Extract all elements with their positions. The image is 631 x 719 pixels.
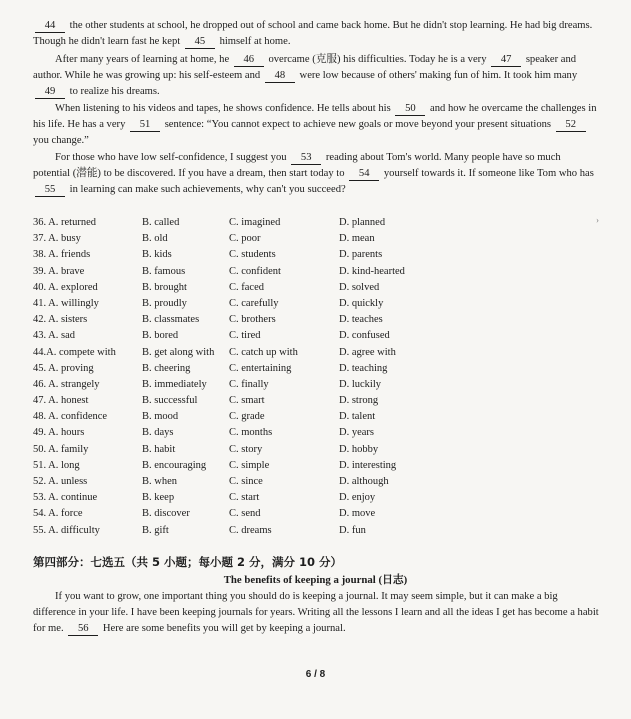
blank-49[interactable]: 49 [35,86,65,99]
option-a[interactable]: 48. A. confidence [33,411,108,423]
option-b[interactable]: B. mood [142,411,179,423]
option-row [33,377,453,393]
option-b[interactable]: B. successful [142,395,198,407]
blank-53[interactable]: 53 [291,152,321,165]
option-row [33,328,453,344]
paragraph-1 [33,18,599,50]
paragraph-text: you change.” [33,135,89,147]
option-a[interactable]: 37. A. busy [33,233,81,245]
option-b[interactable]: B. gift [142,524,169,536]
paragraph-text: himself at home. [219,36,291,48]
option-row [33,312,453,328]
passage-paragraph [33,589,599,638]
option-c[interactable]: C. grade [229,411,265,423]
blank-44[interactable]: 44 [35,20,65,33]
option-b[interactable]: B. kids [142,249,172,261]
option-b[interactable]: B. get along with [142,346,215,358]
blank-52[interactable]: 52 [556,119,586,132]
option-b[interactable]: B. keep [142,492,175,504]
option-c[interactable]: C. send [229,508,261,520]
option-a[interactable]: 45. A. proving [33,362,94,374]
option-d[interactable]: D. years [339,427,374,439]
passage-text: If you want to grow, one important thing you should do is keeping a journal. It may seem simple, but it can make a big difference in your life. I have been keeping journals for years. Writing all the lessons I learn and all the ideas I get has become a habit for me. [33,591,599,635]
option-b[interactable]: B. cheering [142,362,191,374]
option-row [33,296,453,312]
option-c[interactable]: C. since [229,476,263,487]
option-d[interactable]: D. fun [339,524,366,536]
paragraph-text: and how he overcame the challenges in his life. He has a very [33,103,597,131]
paragraph-text: overcame (克服) his difficulties. Today he is a very [268,54,487,65]
answer-options-table [33,215,453,539]
blank-46[interactable]: 46 [234,54,264,67]
option-d[interactable]: D. enjoy [339,492,376,504]
option-d[interactable]: D. hobby [339,443,379,455]
option-c[interactable]: C. students [229,249,276,261]
blank-47[interactable]: 47 [491,54,521,67]
blank-55[interactable]: 55 [35,184,65,197]
paragraph-text: the other students at school, he dropped out of school and came back home. But he didn't stop learning. He had big dreams. Though he didn't learn fast he kept [33,20,593,48]
option-d[interactable]: D. strong [339,395,379,407]
option-b[interactable]: B. bored [142,330,179,342]
option-row [33,247,453,263]
option-a[interactable]: 50. A. family [33,443,89,455]
option-a[interactable]: 53. A. continue [33,492,98,504]
blank-51[interactable]: 51 [130,119,160,132]
blank-54[interactable]: 54 [349,168,379,181]
option-b[interactable]: B. proudly [142,297,187,309]
blank-48[interactable]: 48 [265,70,295,83]
option-row [33,231,453,247]
paragraph-text: to realize his dreams. [69,86,160,98]
option-a[interactable]: 40. A. explored [33,281,98,293]
option-c[interactable]: C. catch up with [229,346,298,358]
option-row [33,523,453,539]
option-b[interactable]: B. called [142,217,180,228]
option-d[interactable]: D. talent [339,411,376,423]
option-b[interactable]: B. encouraging [142,459,207,471]
option-c[interactable]: C. simple [229,459,270,471]
option-b[interactable]: B. immediately [142,378,207,390]
option-row [33,409,453,425]
option-a[interactable]: 46. A. strangely [33,378,100,390]
option-c[interactable]: C. dreams [229,524,272,536]
paragraph-text: reading about Tom's world. Many people have so much potential (潜能) to be discovered. If you have a dream, then start today to [33,152,561,180]
option-d[interactable]: D. confused [339,330,390,342]
option-row [33,442,453,458]
paragraph-2 [33,52,599,101]
option-b[interactable]: B. when [142,476,177,487]
option-a[interactable]: 41. A. willingly [33,297,99,309]
option-d[interactable]: D. move [339,508,376,520]
paragraph-text: sentence: “You cannot expect to achieve new goals or move beyond your present situations [164,119,552,131]
option-row [33,264,453,280]
option-a[interactable]: 36. A. returned [33,217,96,228]
option-a[interactable]: 38. A. friends [33,249,91,261]
passage-text: Here are some benefits you will get by keeping a journal. [102,623,346,635]
blank-45[interactable]: 45 [185,36,215,49]
option-c[interactable]: C. faced [229,281,264,293]
option-c[interactable]: C. story [229,443,263,455]
option-d[interactable]: D. planned [339,217,386,228]
option-b[interactable]: B. discover [142,508,190,520]
option-a[interactable]: 43. A. sad [33,330,75,342]
option-d[interactable]: D. solved [339,281,380,293]
option-d[interactable]: D. parents [339,249,383,261]
paragraph-text: were low because of others' making fun of him. It took him many [299,70,578,82]
option-d[interactable]: D. luckily [339,378,381,390]
option-b[interactable]: B. brought [142,281,187,293]
blank-56[interactable]: 56 [68,623,98,636]
option-row [33,425,453,441]
blank-50[interactable]: 50 [395,103,425,116]
option-a[interactable]: 54. A. force [33,508,83,520]
paragraph-text: For those who have low self-confidence, I suggest you [55,152,287,163]
option-d[interactable]: D. quickly [339,297,384,309]
paragraph-text: After many years of learning at home, he [55,54,230,65]
option-row [33,280,453,296]
option-c[interactable]: C. start [229,492,260,504]
option-a[interactable]: 44.A. compete with [33,346,116,358]
option-d[interactable]: D. interesting [339,459,397,471]
option-row [33,490,453,506]
option-a[interactable]: 42. A. sisters [33,314,88,326]
option-a[interactable]: 51. A. long [33,459,80,471]
option-a[interactable]: 39. A. brave [33,265,85,277]
margin-mark: › [596,215,599,225]
option-d[interactable]: D. kind-hearted [339,265,405,277]
option-a[interactable]: 47. A. honest [33,395,89,407]
passage-title: The benefits of keeping a journal (日志) [223,574,408,586]
option-row [33,345,453,361]
option-c[interactable]: C. carefully [229,297,279,309]
option-row [33,506,453,522]
paragraph-text: in learning can make such achievements, why can't you succeed? [69,184,346,196]
option-c[interactable]: C. tired [229,330,261,342]
option-row [33,393,453,409]
option-b[interactable]: B. old [142,233,168,245]
option-a[interactable]: 52. A. unless [33,476,88,487]
paragraph-3 [33,101,599,150]
paragraph-text: speaker and author. While he was growing up: his self-esteem and [33,54,577,82]
option-row [33,361,453,377]
page-number: 6 / 8 [305,669,326,680]
option-d[interactable]: D. agree with [339,346,396,358]
option-b[interactable]: B. famous [142,265,186,277]
option-c[interactable]: C. imagined [229,217,281,228]
paragraph-4 [33,150,599,199]
option-a[interactable]: 55. A. difficulty [33,524,100,536]
option-row [33,458,453,474]
option-c[interactable]: C. entertaining [229,362,292,374]
option-b[interactable]: B. classmates [142,314,200,326]
option-d[interactable]: D. although [339,476,389,487]
option-c[interactable]: C. confident [229,265,281,277]
option-b[interactable]: B. days [142,427,174,439]
option-row [33,215,453,231]
paragraph-text: When listening to his videos and tapes, he shows confidence. He tells about his [55,103,391,114]
option-a[interactable]: 49. A. hours [33,427,85,439]
option-c[interactable]: C. finally [229,378,269,390]
option-c[interactable]: C. months [229,427,273,439]
option-d[interactable]: D. teaches [339,314,383,326]
section-heading: 第四部分：七选五（共 5 小题；每小题 2 分，满分 10 分） [33,555,343,569]
option-b[interactable]: B. habit [142,443,176,455]
option-d[interactable]: D. mean [339,233,375,245]
option-c[interactable]: C. poor [229,233,261,245]
option-row [33,474,453,490]
option-c[interactable]: C. brothers [229,314,276,326]
option-c[interactable]: C. smart [229,395,265,407]
option-d[interactable]: D. teaching [339,362,388,374]
paragraph-text: yourself towards it. If someone like Tom who has [383,168,594,180]
